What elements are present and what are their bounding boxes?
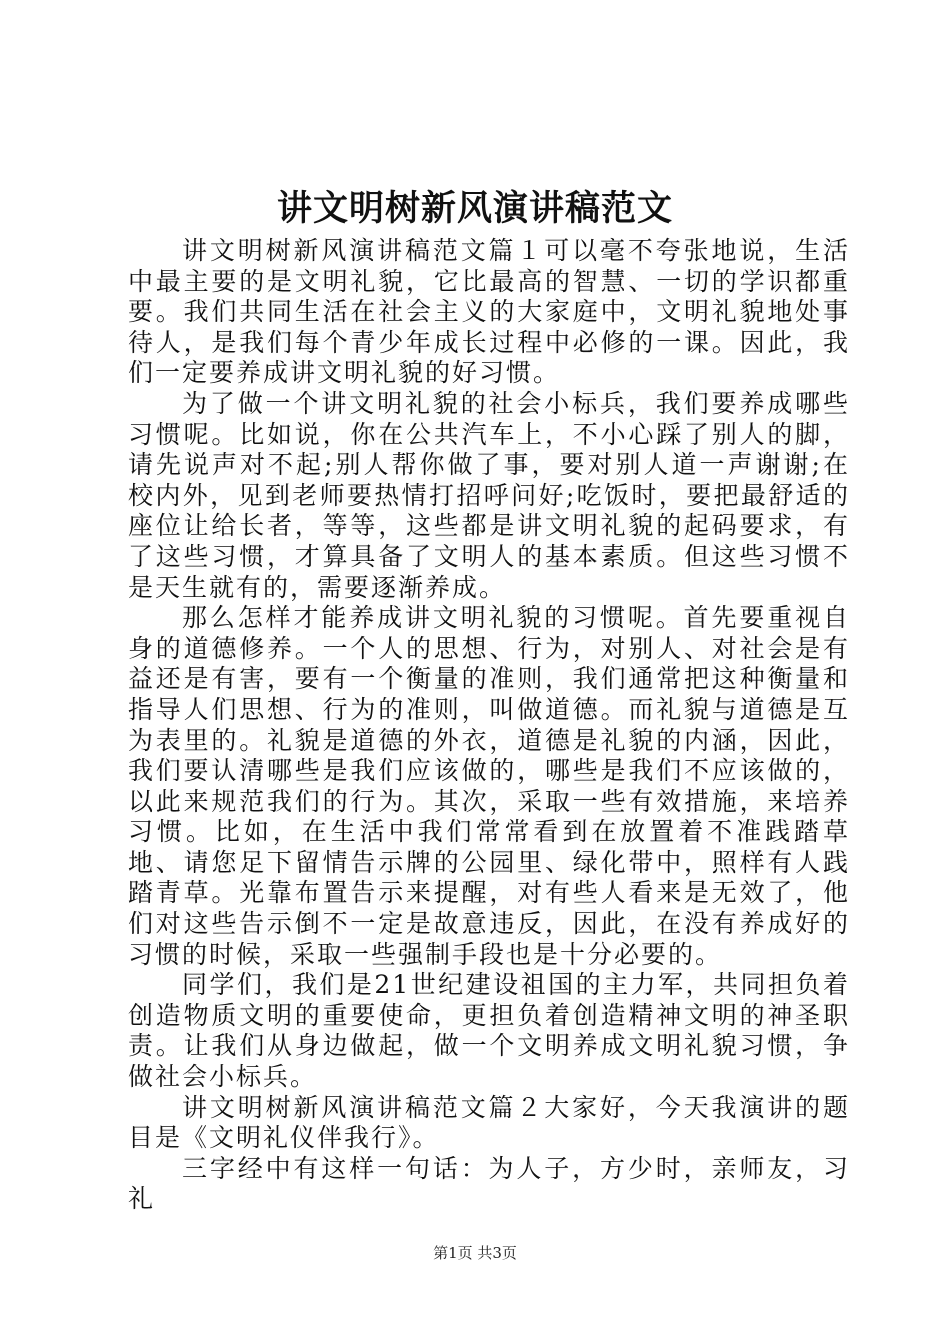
paragraph-3: 那么怎样才能养成讲文明礼貌的习惯呢。首先要重视自身的道德修养。一个人的思想、行为，对别人、对社会是有益还是有害，要有一个衡量的准则，我们通常把这种衡量和指导人们思想、行为的准则，叫做道德。而礼貌与道德是互为表里的。礼貌是道德的外衣，道德是礼貌的内涵，因此，我们要认清哪些是我们应该做的，哪些是我们不应该做的，以此来规范我们的行为。其次，采取一些有效措施，来培养习惯。比如，在生活中我们常常看到在放置着不准践踏草地、请您足下留情告示牌的公园里、绿化带中，照样有人践踏青草。光靠布置告示来提醒，对有些人看来是无效了，他们对这些告示倒不一定是故意违反，因此，在没有养成好的习惯的时候，采取一些强制手段也是十分必要的。 bbox=[128, 603, 850, 969]
document-body bbox=[128, 236, 850, 1215]
paragraph-2: 为了做一个讲文明礼貌的社会小标兵，我们要养成哪些习惯呢。比如说，你在公共汽车上，不小心踩了别人的脚，请先说声对不起;别人帮你做了事，要对别人道一声谢谢;在校内外，见到老师要热情打招呼问好;吃饭时，要把最舒适的座位让给长者，等等，这些都是讲文明礼貌的起码要求，有了这些习惯，才算具备了文明人的基本素质。但这些习惯不是天生就有的，需要逐渐养成。 bbox=[128, 388, 850, 602]
paragraph-5: 讲文明树新风演讲稿范文篇２大家好，今天我演讲的题目是《文明礼仪伴我行》。 bbox=[128, 1092, 850, 1153]
paragraph-1: 讲文明树新风演讲稿范文篇１可以毫不夸张地说，生活中最主要的是文明礼貌，它比最高的智慧、一切的学识都重要。我们共同生活在社会主义的大家庭中，文明礼貌地处事待人，是我们每个青少年成长过程中必修的一课。因此，我们一定要养成讲文明礼貌的好习惯。 bbox=[128, 236, 850, 388]
paragraph-4: 同学们，我们是21世纪建设祖国的主力军，共同担负着创造物质文明的重要使命，更担负着创造精神文明的神圣职责。让我们从身边做起，做一个文明养成文明礼貌习惯，争做社会小标兵。 bbox=[128, 970, 850, 1092]
paragraph-6: 三字经中有这样一句话：为人子，方少时，亲师友，习礼 bbox=[128, 1153, 850, 1214]
document-title: 讲文明树新风演讲稿范文 bbox=[276, 188, 673, 229]
page-footer: 第1页 共3页 bbox=[433, 1244, 517, 1262]
